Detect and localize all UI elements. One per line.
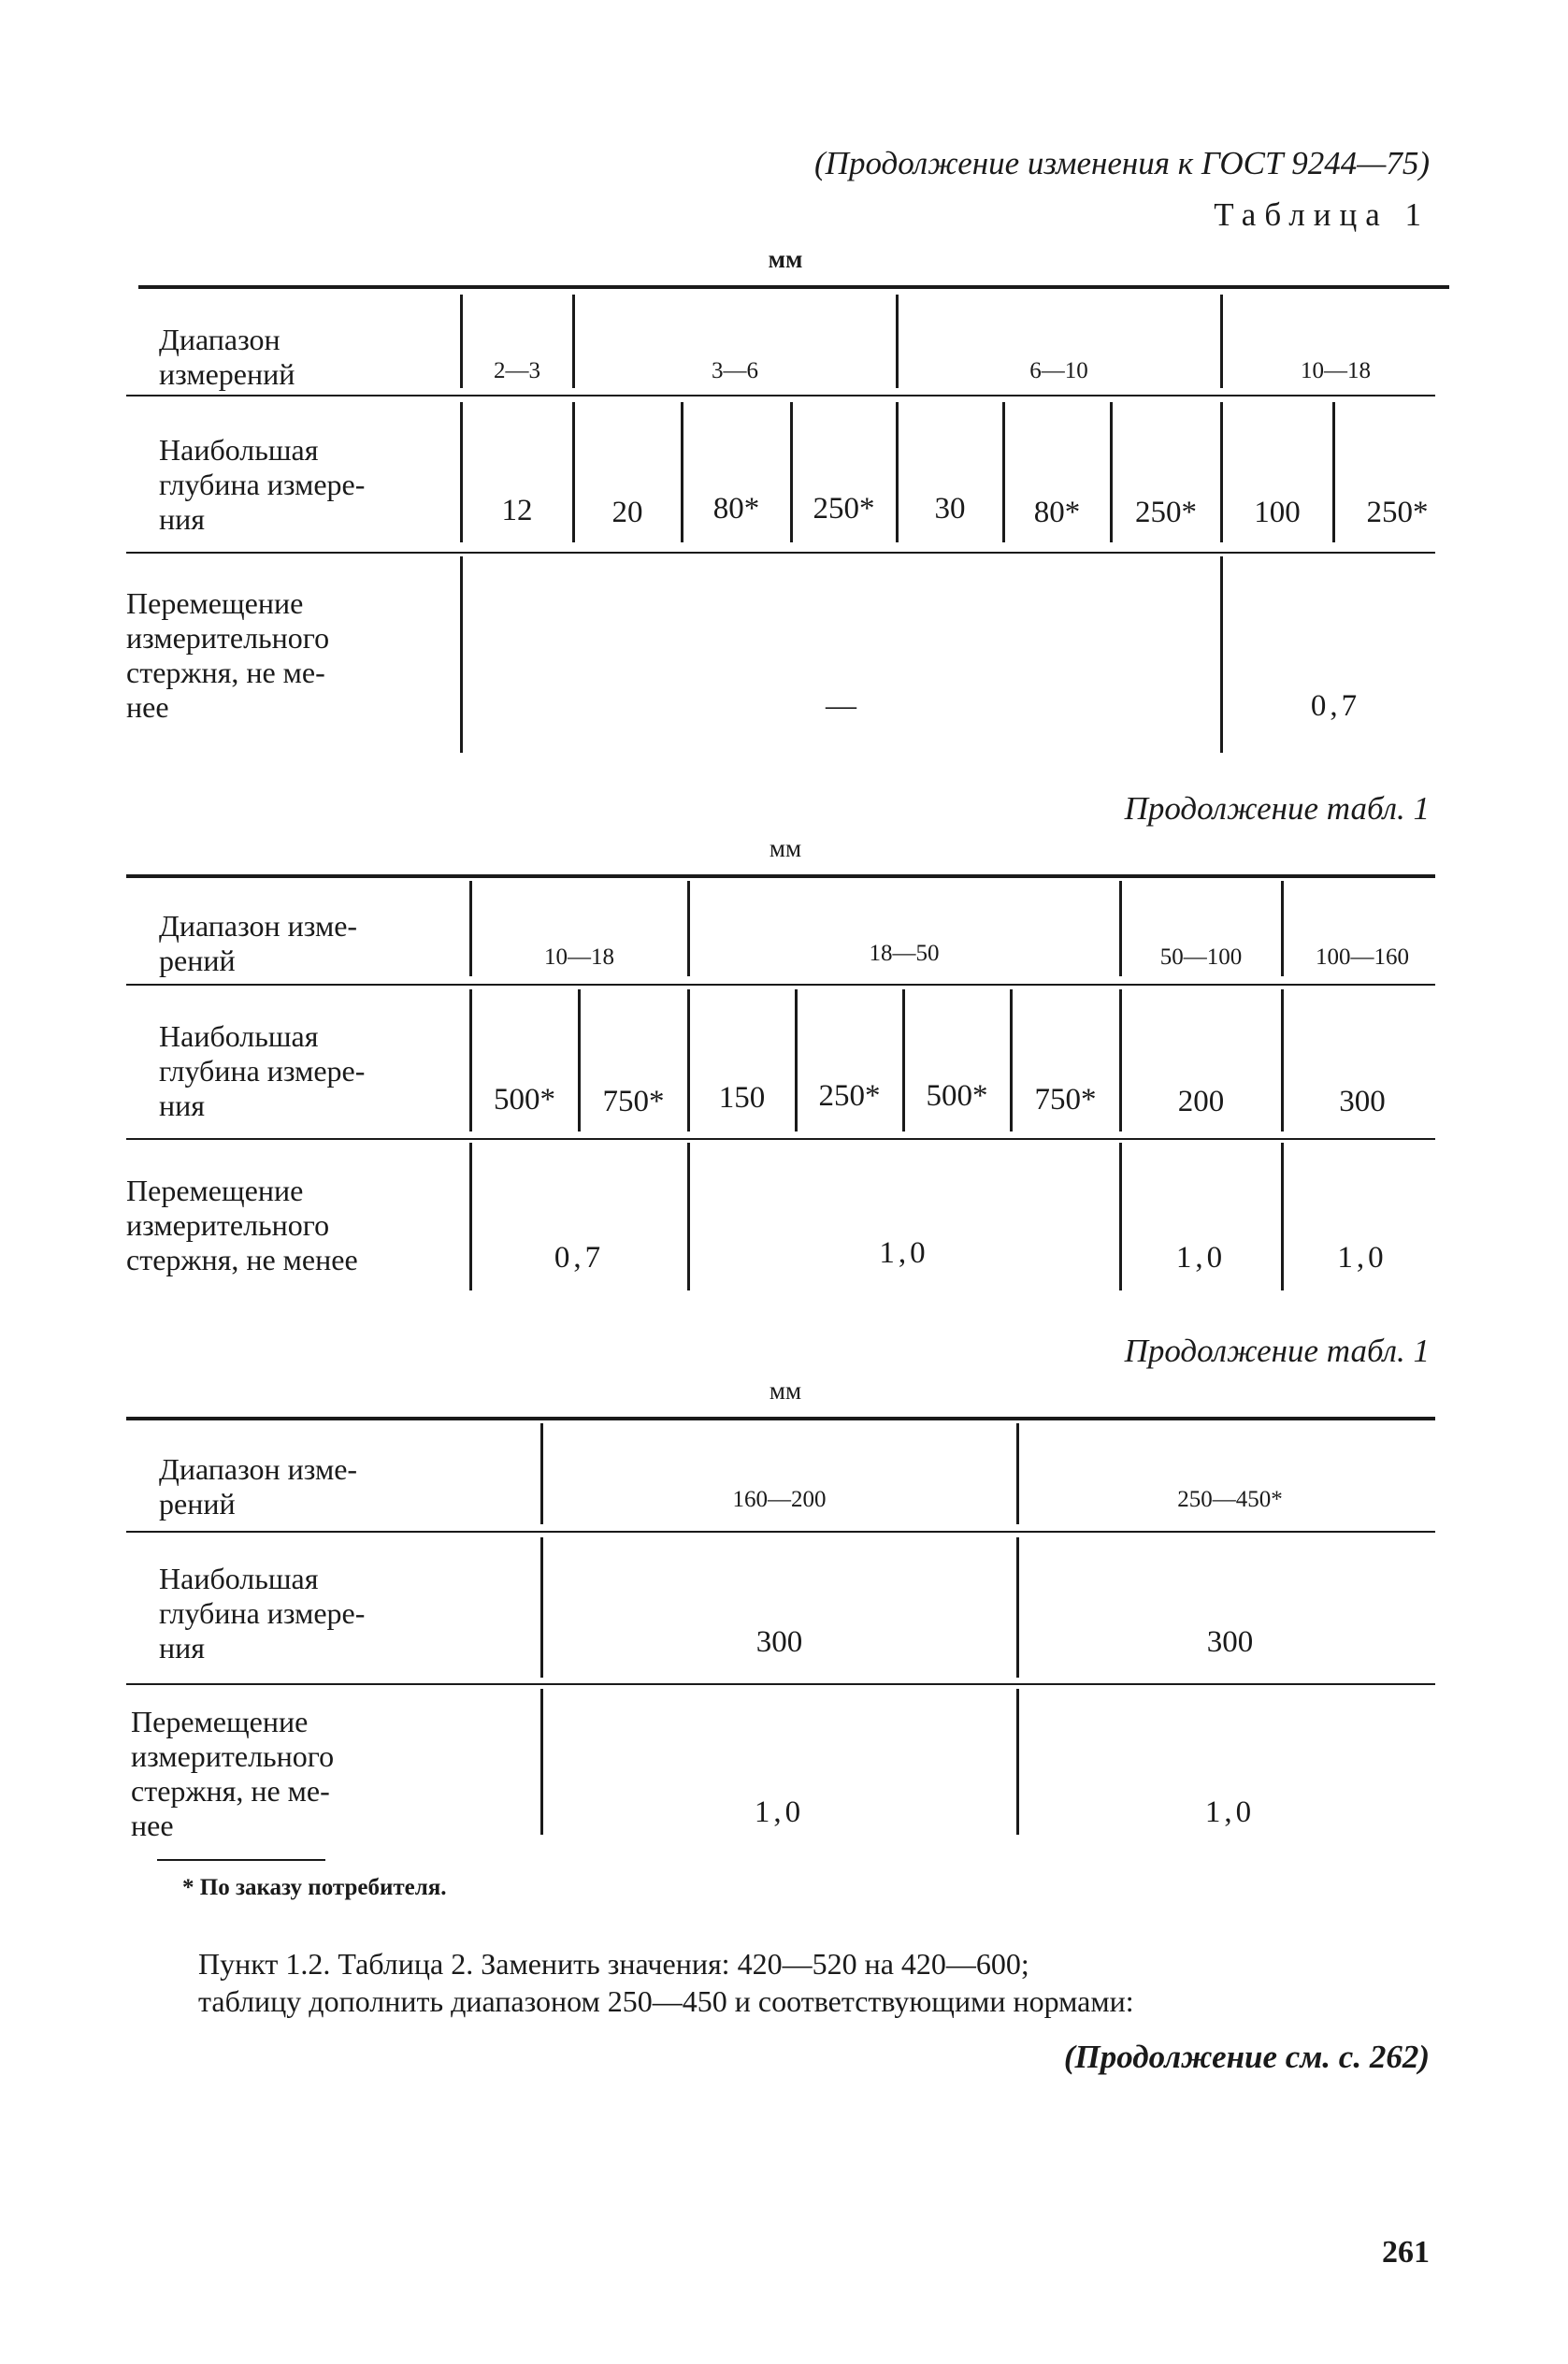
row-label-move: Перемещение измерительного стержня, не ме- нее	[126, 586, 330, 724]
table-top-rule	[138, 285, 1449, 289]
continued-note: (Продолжение см. с. 262)	[1063, 2039, 1430, 2075]
row-label-depth: Наибольшая глубина измере- ния	[159, 1019, 366, 1122]
footnote-rule	[157, 1859, 325, 1861]
table-cell: 500*	[926, 1079, 988, 1113]
unit-label: мм	[768, 245, 803, 273]
table-cell: 10—18	[544, 944, 614, 970]
document-header: (Продолжение изменения к ГОСТ 9244—75)	[814, 145, 1430, 181]
continuation-caption: Продолжение табл. 1	[1124, 790, 1430, 827]
footnote: * По заказу потребителя.	[182, 1875, 447, 1900]
row-label-range: Диапазон изме- рений	[159, 1452, 358, 1521]
row-label-depth: Наибольшая глубина измере- ния	[159, 433, 366, 536]
table-cell: 1,0	[1175, 1241, 1227, 1275]
table-cell: 80*	[712, 492, 760, 526]
table-cell: 250*	[1135, 496, 1197, 529]
table-cell: 2—3	[494, 358, 540, 383]
table-cell: 250*	[818, 1079, 881, 1113]
table-cell: 300	[1206, 1625, 1254, 1659]
table-cell: 150	[718, 1081, 766, 1115]
table-cell: 1,0	[1204, 1795, 1256, 1829]
table-cell: 18—50	[869, 941, 940, 966]
table-cell: 750*	[602, 1085, 665, 1118]
table-cell: 30	[934, 492, 966, 526]
table-cell: 250*	[1366, 496, 1429, 529]
table-cell: 300	[1339, 1085, 1386, 1118]
table-cell: 160—200	[732, 1487, 827, 1512]
paragraph-line: таблицу дополнить диапазоном 250—450 и соответствующими нормами:	[198, 1984, 1134, 2018]
table-cell: 12	[501, 494, 533, 527]
table-cell: 1,0	[879, 1236, 929, 1270]
table-cell: 1,0	[754, 1795, 805, 1829]
row-label-range: Диапазон изме- рений	[159, 909, 358, 977]
continuation-caption: Продолжение табл. 1	[1124, 1333, 1430, 1369]
row-label-move: Перемещение измерительного стержня, не менее	[126, 1174, 358, 1276]
page-number: 261	[1382, 2235, 1430, 2270]
table-cell: 250*	[813, 492, 875, 526]
table-cell: 80*	[1033, 496, 1081, 529]
row-label-range: Диапазон измерений	[159, 323, 295, 391]
table-cell: 100	[1254, 496, 1301, 529]
table-cell: 6—10	[1029, 358, 1088, 383]
unit-label: мм	[769, 1377, 802, 1405]
table-cell: 0,7	[554, 1241, 605, 1275]
table-caption: Таблица 1	[1214, 196, 1430, 233]
unit-label: мм	[769, 834, 802, 862]
table-cell: 20	[611, 496, 643, 529]
table-cell: 100—160	[1316, 944, 1409, 970]
table-cell: 0,7	[1310, 689, 1361, 723]
table-cell: 200	[1177, 1085, 1225, 1118]
table-cell: 750*	[1034, 1083, 1097, 1117]
table-cell: 300	[755, 1625, 803, 1659]
row-label-move: Перемещение измерительного стержня, не ме- нее	[131, 1705, 335, 1842]
table-cell: —	[826, 689, 856, 723]
table-cell: 10—18	[1301, 358, 1371, 383]
paragraph-line: Пункт 1.2. Таблица 2. Заменить значения: 420—520 на 420—600;	[198, 1947, 1029, 1981]
row-label-depth: Наибольшая глубина измере- ния	[159, 1562, 366, 1665]
table-cell: 1,0	[1337, 1241, 1388, 1275]
table-cell: 50—100	[1159, 944, 1243, 970]
table-cell: 3—6	[712, 358, 758, 383]
table-cell: 500*	[494, 1083, 555, 1117]
table-cell: 250—450*	[1177, 1487, 1283, 1512]
